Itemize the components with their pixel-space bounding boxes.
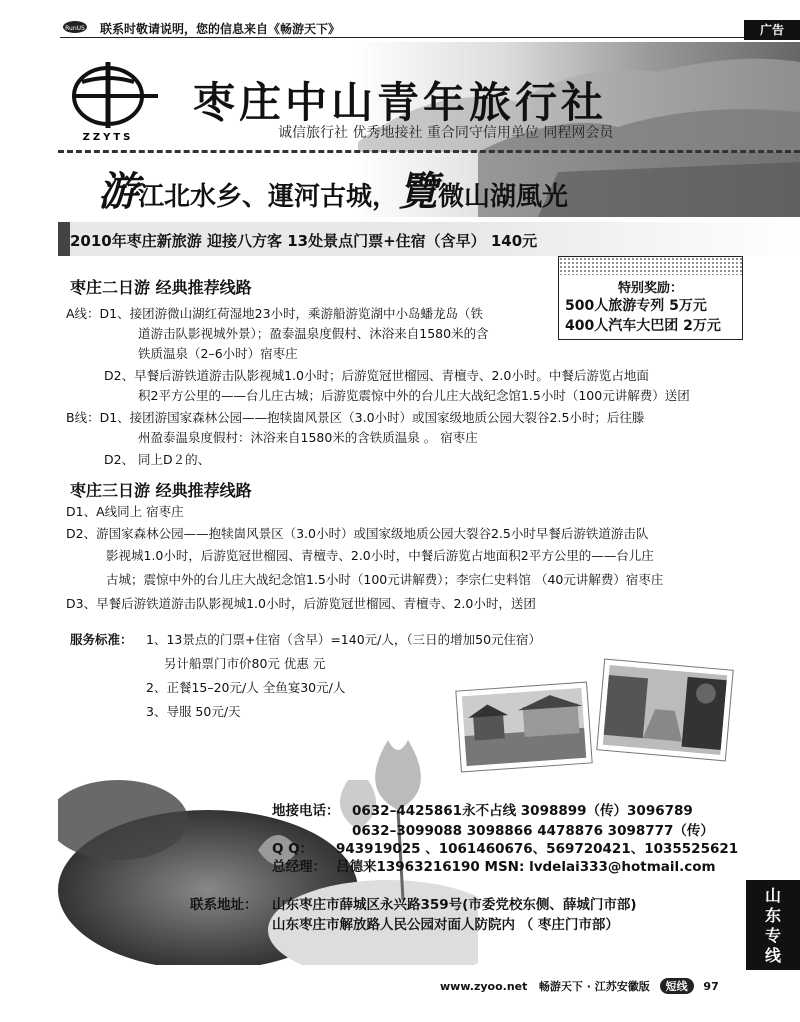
reward-line-1: 500人旅游专列 5万元 <box>565 298 707 314</box>
banner-text: 2010年枣庄新旅游 迎接八方客 13处景点门票+住宿（含早） 140元 <box>70 232 538 250</box>
slogan-big-2: 覽 <box>398 169 439 215</box>
service-label: 服务标准： <box>70 632 133 647</box>
address-line-1: 山东枣庄市薛城区永兴路359号(市委党校东侧、薛城门市部) <box>272 897 637 913</box>
publisher-logo-icon <box>62 19 88 35</box>
footer-site: www.zyoo.net <box>440 980 528 993</box>
manager-label: 总经理： <box>272 859 326 875</box>
phone-line-1: 0632–4425861永不占线 3098899（传）3096789 <box>352 803 693 819</box>
service-line: 3、导服 50元/天 <box>146 704 241 719</box>
two-day-line: D2、早餐后游铁道游击队影视城1.0小时；后游览冠世榴园、青檀寺、2.0小时。中餐后游览占地面 <box>104 368 649 383</box>
service-line: 1、13景点的门票+住宿（含早）=140元/人，（三日的增加50元住宿） <box>146 632 542 647</box>
qq-numbers: 943919025 、1061460676、569720421、1035525621 <box>336 841 739 857</box>
manager-contact: 吕德来13963216190 MSN: lvdelai333@hotmail.com <box>336 859 716 875</box>
qq-label: Q Q： <box>272 841 314 857</box>
company-logo-icon <box>68 60 162 142</box>
header-dash-divider <box>58 150 800 153</box>
banner-accent <box>58 222 70 256</box>
reward-line-2: 400人汽车大巴团 2万元 <box>565 318 721 334</box>
three-day-line: D1、A线同上 宿枣庄 <box>66 504 184 519</box>
two-day-line: 铁质温泉（2–6小时）宿枣庄 <box>138 346 298 361</box>
two-day-line: A线：D1、接团游微山湖红荷湿地23小时，乘游船游览湖中小岛蟠龙岛（铁 <box>66 306 484 321</box>
header-banner <box>58 42 800 217</box>
page-number: 97 <box>703 980 719 993</box>
footer-section-pill: 短线 <box>660 978 694 994</box>
section-side-tab <box>746 880 800 970</box>
phone-line-2: 0632–3099088 3098866 4478876 3098777（传） <box>352 823 714 839</box>
three-day-line: 古城；震惊中外的台儿庄大战纪念馆1.5小时（100元讲解费）；李宗仁史料馆 （40元讲解费）宿枣庄 <box>106 572 664 587</box>
photo-canal-street-image <box>603 665 728 755</box>
reward-dot-pattern <box>559 257 742 275</box>
two-day-line: B线：D1、接团游国家森林公园——抱犊崮风景区（3.0小时）或国家级地质公园大裂谷2.5小时；后往滕 <box>66 410 645 425</box>
company-name: 枣庄中山青年旅行社 <box>193 78 608 127</box>
phone-label: 地接电话： <box>272 803 340 819</box>
footer-publication: 畅游天下 · 江苏安徽版 <box>538 980 650 993</box>
photo-ancient-town-image <box>462 688 587 766</box>
three-day-title: 枣庄三日游 经典推荐线路 <box>70 481 252 500</box>
ad-tag: 广告 <box>744 20 800 40</box>
slogan-text-1: 江北水乡、運河古城， <box>138 182 399 212</box>
two-day-line: 州盈泰温泉度假村：沐浴来自1580米的含铁质温泉 。 宿枣庄 <box>138 430 478 445</box>
slogan <box>98 160 568 217</box>
price-banner <box>58 222 800 256</box>
two-day-line: 道游击队影视城外景）；盈泰温泉度假村、沐浴来自1580米的含 <box>138 326 489 341</box>
company-subtitle: 诚信旅行社 优秀地接社 重合同守信用单位 同程网会员 <box>278 125 614 141</box>
three-day-line: 影视城1.0小时，后游览冠世榴园、青檀寺、2.0小时，中餐后游览占地面积2平方公里的——台儿庄 <box>106 548 654 563</box>
side-tab-label: 山东专线 <box>764 886 781 965</box>
top-bar <box>0 0 800 40</box>
three-day-line: D2、游国家森林公园——抱犊崮风景区（3.0小时）或国家级地质公园大裂谷2.5小时早餐后游铁道游击队 <box>66 526 649 541</box>
service-line: 另计船票门市价80元 优惠 元 <box>164 656 326 671</box>
two-day-line: 积2平方公里的——台儿庄古城；后游览震惊中外的台儿庄大战纪念馆1.5小时（100元讲解费）送团 <box>138 388 690 403</box>
slogan-big-1: 游 <box>98 169 138 215</box>
page-footer <box>440 978 719 994</box>
slogan-text-2: 微山湖風光 <box>438 182 569 212</box>
address-line-2: 山东枣庄市解放路人民公园对面人防院内 （ 枣庄门市部） <box>272 917 619 933</box>
photo-canal-street <box>596 659 734 762</box>
reward-box <box>558 256 743 340</box>
source-notice: 联系时敬请说明，您的信息来自《畅游天下》 <box>100 22 341 36</box>
top-divider <box>60 37 800 38</box>
address-label: 联系地址： <box>190 897 258 913</box>
publisher-logo-text: RunUS <box>65 25 85 32</box>
service-line: 2、正餐15–20元/人 全鱼宴30元/人 <box>146 680 346 695</box>
reward-title: 特别奖励： <box>617 281 683 296</box>
company-logo-text: ZZYTS <box>82 132 134 142</box>
two-day-line: D2、 同上D２的、 <box>104 452 211 467</box>
three-day-line: D3、早餐后游铁道游击队影视城1.0小时，后游览冠世榴园、青檀寺、2.0小时，送团 <box>66 596 536 611</box>
two-day-title: 枣庄二日游 经典推荐线路 <box>70 278 252 297</box>
photo-ancient-town <box>455 681 592 772</box>
